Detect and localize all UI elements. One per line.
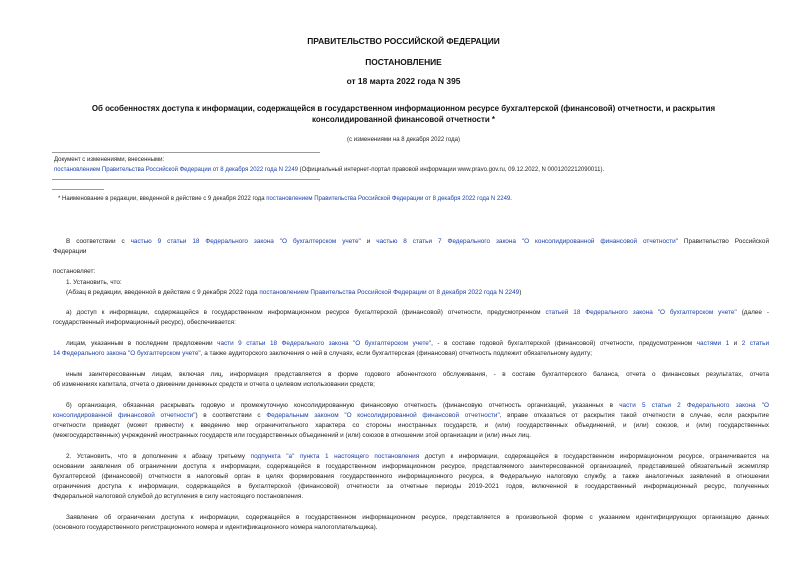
- para-persons-line-2: [53, 350, 592, 358]
- footnote: [58, 195, 512, 203]
- doc-type: ПОСТАНОВЛЕНИЕ: [365, 57, 442, 67]
- date-number: от 18 марта 2022 года N 395: [346, 76, 461, 86]
- footnote-divider: [52, 189, 104, 190]
- edition-text: (Абзац в редакции, введенной в действие с 9 декабря 2022 года: [66, 289, 260, 296]
- item-2-text: 2. Установить, что в дополнение к абзацу третьему: [66, 453, 251, 460]
- para-b-link-part5-cont[interactable]: консолидированной финансовой отчетности": [53, 412, 196, 419]
- para-other-line-2: об изменениях капитала, отчета о движении денежных средств и отчета о целевом использовании средств;: [53, 381, 375, 388]
- edition-link[interactable]: постановлением Правительства Российской Федерации от 8 декабря 2022 года N 2249: [259, 289, 520, 296]
- persons-link-part2[interactable]: 2 статьи: [741, 340, 770, 347]
- para-persons-line-1: [66, 340, 769, 348]
- footnote-end: .: [510, 196, 512, 202]
- para-b-line-1: [66, 402, 769, 410]
- para-b-line-2: [53, 412, 769, 420]
- org-name: ПРАВИТЕЛЬСТВО РОССИЙСКОЙ ФЕДЕРАЦИИ: [307, 36, 500, 46]
- persons-text: и: [729, 340, 742, 347]
- preamble-text: Правительство Российской: [678, 238, 770, 245]
- amendment-source: (Официальный интернет-портал правовой информации www.pravo.gov.ru, 09.12.2022, N 0001202212090011).: [298, 167, 605, 173]
- changes-label: Документ с изменениями, внесенными:: [54, 157, 165, 163]
- persons-link-art14[interactable]: 14 Федерального закона "О бухгалтерском учете": [53, 350, 201, 357]
- preamble-line-2: Федерации: [53, 248, 87, 255]
- item-2-link[interactable]: подпункта "а" пункта 1 настоящего постановления: [250, 453, 420, 460]
- decrees: постановляет:: [53, 268, 96, 275]
- persons-link-parts1[interactable]: частями 1: [696, 340, 730, 347]
- para-a-line-1: [66, 309, 769, 317]
- item-1-edition: [66, 289, 521, 297]
- application-line-2: (основного государственного регистрационного номера и идентификационного номера налогоплательщика).: [53, 524, 378, 531]
- revision-note: (с изменениями на 8 декабря 2022 года): [347, 137, 460, 143]
- persons-text: лицам, указанным в последнем предложении: [66, 340, 218, 347]
- para-b-line-3: отчетности приведет (может привести) к введению мер ограничительного характера со стороны иностранных государств, и (или) государственных объединений, и (или) союзов, и (или) государственных: [53, 422, 769, 429]
- para-other-line-1: иным заинтересованным лицам, включая лиц, информация представляется в форме годового абонентского обслуживания, - в составе бухгалтерского баланса, отчета о финансовых результатах, отчета: [66, 371, 769, 378]
- application-line-1: Заявление об ограничении доступа к информации, содержащейся в государственном информационном ресурсе, представляется в произвольной форме с указанием идентифицирующих организацию данных: [66, 514, 769, 521]
- para-a-link[interactable]: статьей 18 Федерального закона "О бухгалтерском учете": [545, 309, 737, 316]
- item-2-text: доступ к информации, содержащейся в государственном информационном ресурсе, ограничивается на: [419, 453, 769, 460]
- persons-text: , - в составе годовой бухгалтерской (финансовой) отчетности, предусмотренном: [431, 340, 697, 347]
- item-2-line-1: [66, 453, 769, 461]
- title-line-1: Об особенностях доступа к информации, содержащейся в государственном информационном ресурсе бухгалтерской (финансовой) отчетности, и раскрытия: [91, 104, 716, 113]
- item-2-line-2: основании заявления об ограничении доступа к информации, содержащейся в государственном информационном ресурсе, представляемого заинтересованной организацией, представившей обязательный экземпляр: [53, 463, 769, 470]
- persons-text: , а также аудиторского заключения о ней в случаях, если бухгалтерская (финансовая) отчетность подлежит обязательному аудиту;: [200, 350, 593, 357]
- divider: [52, 179, 320, 180]
- para-b-link-law[interactable]: Федеральным законом "О консолидированной финансовой отчетности": [266, 412, 500, 419]
- footnote-link[interactable]: постановлением Правительства Российской Федерации от 8 декабря 2022 года N 2249: [266, 196, 511, 202]
- divider: [52, 152, 320, 153]
- preamble-line-1: [66, 238, 769, 246]
- para-a-text: (далее -: [736, 309, 769, 316]
- amendment-link[interactable]: постановлением Правительства Российской Федерации от 8 декабря 2022 года N 2249: [54, 167, 298, 173]
- persons-link-part9[interactable]: части 9 статьи 18 Федерального закона "О бухгалтерском учете": [217, 340, 432, 347]
- title-line-2: консолидированной финансовой отчетности *: [312, 115, 495, 124]
- para-b-text: , вправе отказаться от раскрытия такой отчетности в случае, если раскрытие: [499, 412, 769, 419]
- item-2-line-3: бухгалтерской (финансовой) отчетности в налоговый орган в целях формирования государственного информационного ресурса, в Федеральную налоговую службу, а также аналогичных заявлений в отношении: [53, 473, 769, 480]
- preamble-text: и: [360, 238, 377, 245]
- preamble-text: В соответствии с: [66, 238, 131, 245]
- changes-line: [54, 166, 604, 174]
- para-b-text: б) организация, обязанная раскрывать годовую и промежуточную консолидированную финансовую отчетность (финансовую отчетность организаций, указанных в: [66, 402, 620, 409]
- para-b-line-4: (межгосударственных) учреждений иностранных государств или государственных объединений и (или) союзов в отношении этой организации и (или) иных лиц.: [53, 432, 531, 439]
- para-a-line-2: государственный информационный ресурс), обеспечивается:: [53, 319, 236, 326]
- preamble-link-consolidated-law[interactable]: частью 8 статьи 7 Федерального закона "О консолидированной финансовой отчетности": [376, 238, 678, 245]
- para-a-text: а) доступ к информации, содержащейся в государственном информационном ресурсе бухгалтерской (финансовой) отчетности, предусмотренном: [66, 309, 546, 316]
- para-b-link-part5[interactable]: части 5 статьи 2 Федерального закона "О: [619, 402, 770, 409]
- preamble-link-accounting-law[interactable]: частью 9 статьи 18 Федерального закона "О бухгалтерском учете": [130, 238, 361, 245]
- footnote-text: * Наименование в редакции, введенной в действие с 9 декабря 2022 года: [58, 196, 267, 202]
- item-2-line-5: Федеральной налоговой службой до вступления в силу настоящего постановления.: [53, 493, 304, 500]
- item-2-line-4: ограничения доступа к информации, содержащейся в бухгалтерской (финансовой) отчетности за отчетные периоды 2019-2021 годов, включенной в государственный информационный ресурс, полученных: [53, 483, 769, 490]
- item-1: 1. Установить, что:: [66, 279, 122, 286]
- para-b-text: ) в соответствии с: [195, 412, 267, 419]
- edition-text: ): [519, 289, 522, 296]
